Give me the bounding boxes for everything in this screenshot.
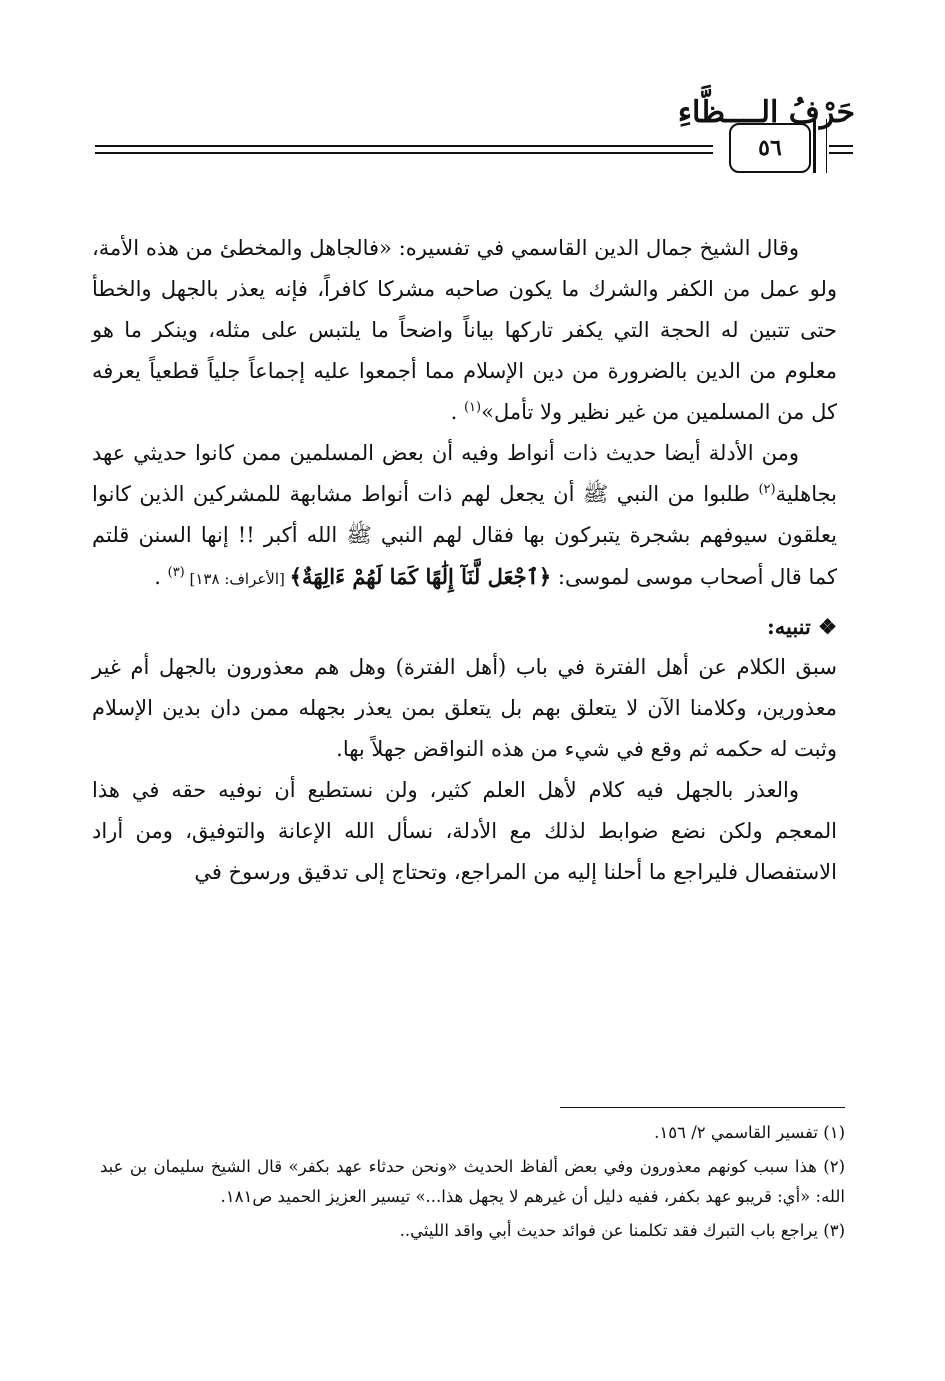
footnote-ref-2: (٢) <box>758 482 776 497</box>
header-rule-top <box>95 145 713 147</box>
paragraph-excuse-ignorance: والعذر بالجهل فيه كلام لأهل العلم كثير، ولن نستطيع أن نوفيه حقه في هذا المعجم ولكن نضع ضوابط لذلك مع الأدلة، نسأل الله الإعانة والتوفيق، ومن أراد الاستفصال فليراجع ما أحلنا إليه من المراجع، وتحتاج إلى تدقيق ورسوخ في <box>92 778 837 884</box>
paragraph-text: وقال الشيخ جمال الدين القاسمي في تفسيره: «فالجاهل والمخطئ من هذه الأمة، ولو عمل من الكفر والشرك ما يكون صاحبه مشركا كافراً، فإنه يعذر بالجهل والخطأ حتى تتبين له الحجة التي يكفر تاركها بياناً واضحاً ما يلتبس على مثله، وينكر ما هو معلوم من الدين بالضرورة من دين الإسلام مما أجمعوا عليه إجماعاً جلياً قطعياً يعرفه كل من المسلمين من غير نظير ولا تأمل» <box>92 236 837 424</box>
verse-reference: [الأعراف: ١٣٨] <box>184 570 290 588</box>
header-tail-bottom <box>829 152 853 154</box>
footnotes <box>100 1118 845 1250</box>
chapter-title: حَرْفُ الــــظَّاءِ <box>677 95 855 130</box>
paragraph-end: . <box>154 565 168 589</box>
footnote-1: (١) تفسير القاسمي ٢/ ١٥٦. <box>654 1123 845 1142</box>
header-tail-top <box>829 145 853 147</box>
footnote-separator <box>560 1107 845 1108</box>
section-heading-tanbih: ❖ تنبيه: <box>766 614 837 639</box>
page-header <box>95 95 855 185</box>
paragraph-ahl-al-fatra: سبق الكلام عن أهل الفترة في باب (أهل الفترة) وهل هم معذورون بالجهل أم غير معذورين، وكلامنا الآن لا يتعلق بهم بل يتعلق بمن يعذر بجهله ممن دان بدين الإسلام وثبت له حكمه ثم وقع في شيء من هذه النواقض جهلاً بها. <box>92 655 837 761</box>
footnote-ref-1: (١) <box>463 400 482 415</box>
page-number-ornament <box>813 119 827 173</box>
footnote-2: (٢) هذا سبب كونهم معذورون وفي بعض ألفاظ الحديث «ونحن حدثاء عهد بكفر» قال الشيخ سليمان بن عبد الله: «أي: قريبو عهد بكفر، ففيه دليل أن غيرهم لا يجهل هذا...» تيسير العزيز الحميد ص١٨١. <box>100 1157 845 1206</box>
paragraph-end: . <box>450 400 464 424</box>
paragraph-qasimi-quote <box>92 228 837 433</box>
paragraph-text: ومن الأدلة أيضا حديث ذات أنواط وفيه أن بعض المسلمين ممن كانوا حديثي عهد بجاهلية <box>92 441 837 506</box>
paragraph-text: طلبوا من النبي ﷺ أن يجعل لهم ذات أنواط مشابهة للمشركين الذين كانوا يعلقون سيوفهم بشجرة يتبركون بها فقال لهم النبي ﷺ الله أكبر !! إنها السنن قلتم كما قال أصحاب موسى لموسى: <box>92 482 837 589</box>
quran-verse: ﴿ٱجْعَل لَّنَآ إِلَٰهًا كَمَا لَهُمْ ءَالِهَةٌ﴾ <box>289 564 552 589</box>
main-text <box>92 228 837 893</box>
footnote-3: (٣) يراجع باب التبرك فقد تكلمنا عن فوائد حديث أبي واقد الليثي.. <box>399 1221 845 1240</box>
paragraph-dhat-anwat <box>92 433 837 600</box>
page-number: ٥٦ <box>729 123 811 173</box>
footnote-ref-3: (٣) <box>167 565 185 580</box>
header-rule-bottom <box>95 152 713 154</box>
